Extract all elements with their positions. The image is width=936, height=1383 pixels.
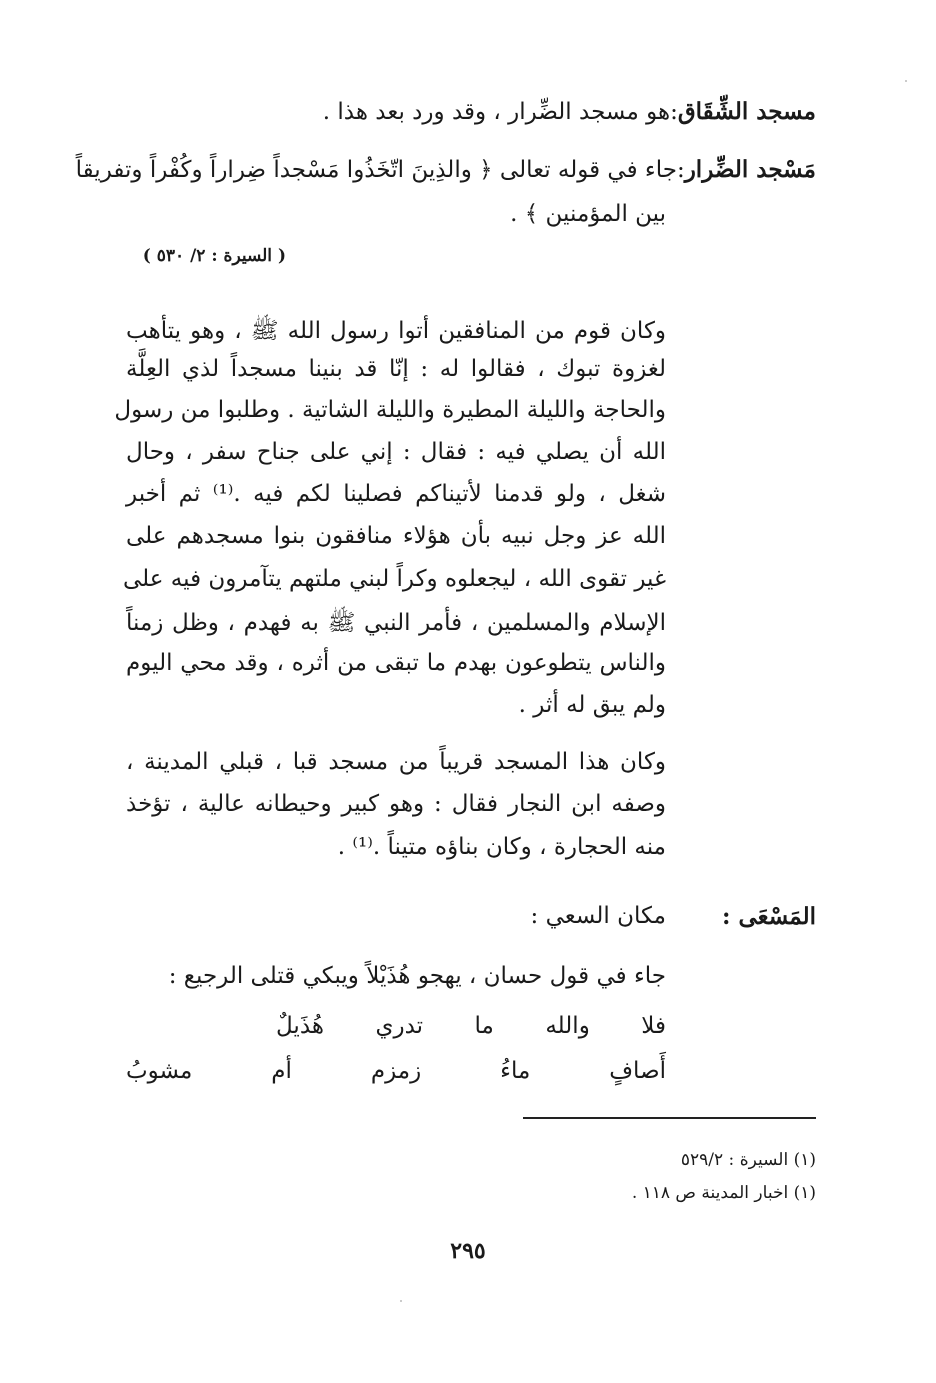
footnote-separator [523,1117,816,1119]
verse-second-hemistich: أَصافٍ ماءُ زمزم أم مشوبُ [126,1058,666,1084]
citation: ( السيرة : ٢/ ٥٣٠ ) [142,246,286,266]
page-number: ٢٩٥ [450,1238,486,1264]
scan-speck [905,80,907,82]
entry-masaa-term [656,905,816,929]
entry-masjid-dirar [75,156,816,183]
masaa-intro: جاء في قول حسان ، يهجو هُذَيْلاً ويبكي قتلى الرجيع : [168,963,666,989]
entry-masjid-shiqaq [116,100,816,124]
footnote: (١) السيرة : ٥٢٩/٢ [680,1150,816,1170]
verse-first-hemistich: فلا والله ما تدري هُذَيلٌ [276,1013,666,1039]
footnote: (١) اخبار المدينة ص ١١٨ . [631,1183,816,1203]
paragraph-line: وكان هذا المسجد قريباً من مسجد قبا ، قبلي المدينة ، [126,749,667,775]
entry-term: مَسْجد الضِّرار [684,156,816,183]
paragraph-line: منه الحجارة ، وكان بناؤه متيناً .⁽¹⁾ . [337,834,666,860]
paragraph-line: والناس يتطوعون بهدم ما تبقى من أثره ، وقد محي اليوم [126,650,666,676]
entry-definition-continued: بين المؤمنين ﴾ . [510,201,666,227]
entry-term: المَسْعَى : [722,903,816,930]
entry-masaa-definition: مكان السعي : [530,903,666,929]
paragraph-line: شغل ، ولو قدمنا لأتيناكم فصلينا لكم فيه .⁽¹⁾ ثم أخبر [126,481,666,507]
entry-definition: :جاء في قوله تعالى ﴿ والذِينَ اتّخَذُوا مَسْجداً ضِراراً وكُفْراً وتفريقاً [75,157,685,183]
scan-speck [400,1300,402,1302]
paragraph-line: ولم يبق له أثر . [518,692,666,718]
entry-definition: :هو مسجد الضِّرار ، وقد ورد بعد هذا . [322,99,678,125]
paragraph-line: وكان قوم من المنافقين أتوا رسول الله ﷺ ، وهو يتأهب [126,318,666,344]
paragraph-line: الله أن يصلي فيه : فقال : إني على جناح سفر ، وحال [126,439,666,465]
paragraph-line: غير تقوى الله ، ليجعلوه وكراً لبني ملتهم يتآمرون فيه على [122,566,666,592]
paragraph-line: والحاجة والليلة المطيرة والليلة الشاتية . وطلبوا من رسول [114,397,666,423]
paragraph-line: الله عز وجل نبيه بأن هؤلاء منافقون بنوا مسجدهم على [126,523,666,549]
entry-term: مسجد الشِّقَاق [677,98,816,125]
paragraph-line: الإسلام والمسلمين ، فأمر النبي ﷺ به فهدم ، وظل زمناً [126,610,666,636]
paragraph-line: وصفه ابن النجار فقال : وهو كبير وحيطانه عالية ، تؤخذ [126,791,666,817]
paragraph-line: لغزوة تبوك ، فقالوا له : إنّا قد بنينا مسجداً لذي العِلَّة [126,356,666,382]
